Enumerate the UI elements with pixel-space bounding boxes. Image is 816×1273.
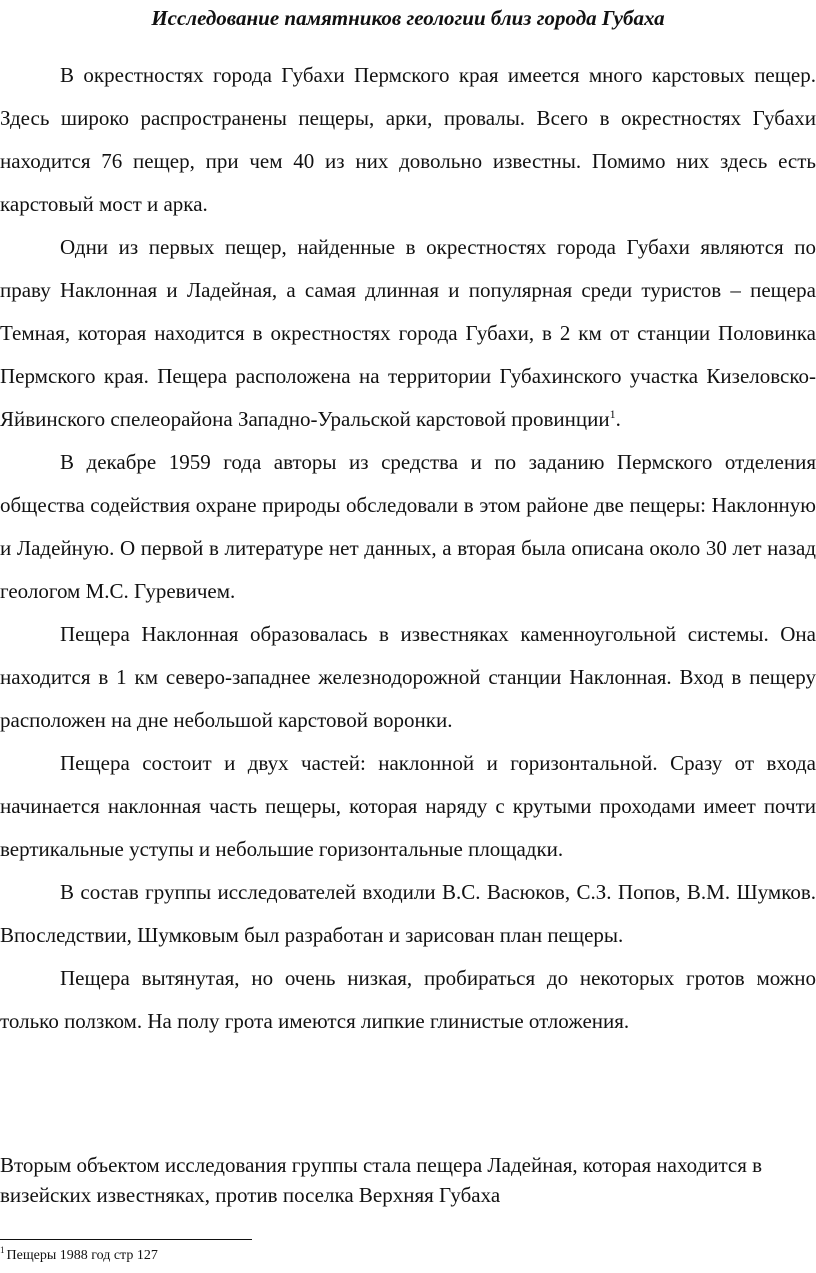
document-body bbox=[0, 54, 816, 1043]
paragraph-5: Пещера состоит и двух частей: наклонной и горизонтальной. Сразу от входа начинается наклонная часть пещеры, которая наряду с крутыми проходами имеет почти вертикальные уступы и небольшие горизонтальные площадки. bbox=[0, 751, 816, 861]
footnote bbox=[0, 1246, 816, 1266]
paragraph-2-end: . bbox=[615, 407, 621, 431]
paragraph-1: В окрестностях города Губахи Пермского края имеется много карстовых пещер. Здесь широко распространены пещеры, арки, провалы. Всего в окрестностях Губахи находится 76 пещер, при чем 40 из них довольно известны. Помимо них здесь есть карстовый мост и арка. bbox=[0, 63, 816, 216]
tail-block bbox=[0, 1150, 816, 1210]
footnote-mark: 1 bbox=[0, 1245, 5, 1256]
footnote-separator bbox=[0, 1239, 252, 1240]
document-title: Исследование памятников геологии близ города Губаха bbox=[151, 6, 665, 30]
paragraph-8: Вторым объектом исследования группы стала пещера Ладейная, которая находится в визейских известняках, против поселка Верхняя Губаха bbox=[0, 1153, 763, 1207]
footnote-reference[interactable]: 1 bbox=[609, 407, 616, 421]
paragraph-7: Пещера вытянутая, но очень низкая, пробираться до некоторых гротов можно только ползком. На полу грота имеются липкие глинистые отложения. bbox=[0, 966, 816, 1033]
footnote-text: Пещеры 1988 год стр 127 bbox=[6, 1248, 158, 1263]
paragraph-2 bbox=[0, 226, 816, 441]
paragraph-2-text: Одни из первых пещер, найденные в окрестностях города Губахи являются по праву Наклонная и Ладейная, а самая длинная и популярная среди туристов – пещера Темная, которая находится в окрестностях города Губахи, в 2 км от станции Половинка Пермского края. Пещера расположена на территории Губахинского участка Кизеловско-Яйвинского спелеорайона Западно-Уральской карстовой провинции bbox=[0, 235, 816, 431]
paragraph-6: В состав группы исследователей входили В.С. Васюков, С.З. Попов, В.М. Шумков. Впоследствии, Шумковым был разработан и зарисован план пещеры. bbox=[0, 880, 816, 947]
paragraph-3: В декабре 1959 года авторы из средства и по заданию Пермского отделения общества содействия охране природы обследовали в этом районе две пещеры: Наклонную и Ладейную. О первой в литературе нет данных, а вторая была описана около 30 лет назад геологом М.С. Гуревичем. bbox=[0, 450, 816, 603]
paragraph-4: Пещера Наклонная образовалась в известняках каменноугольной системы. Она находится в 1 км северо-западнее железнодорожной станции Наклонная. Вход в пещеру расположен на дне небольшой карстовой воронки. bbox=[0, 622, 816, 732]
